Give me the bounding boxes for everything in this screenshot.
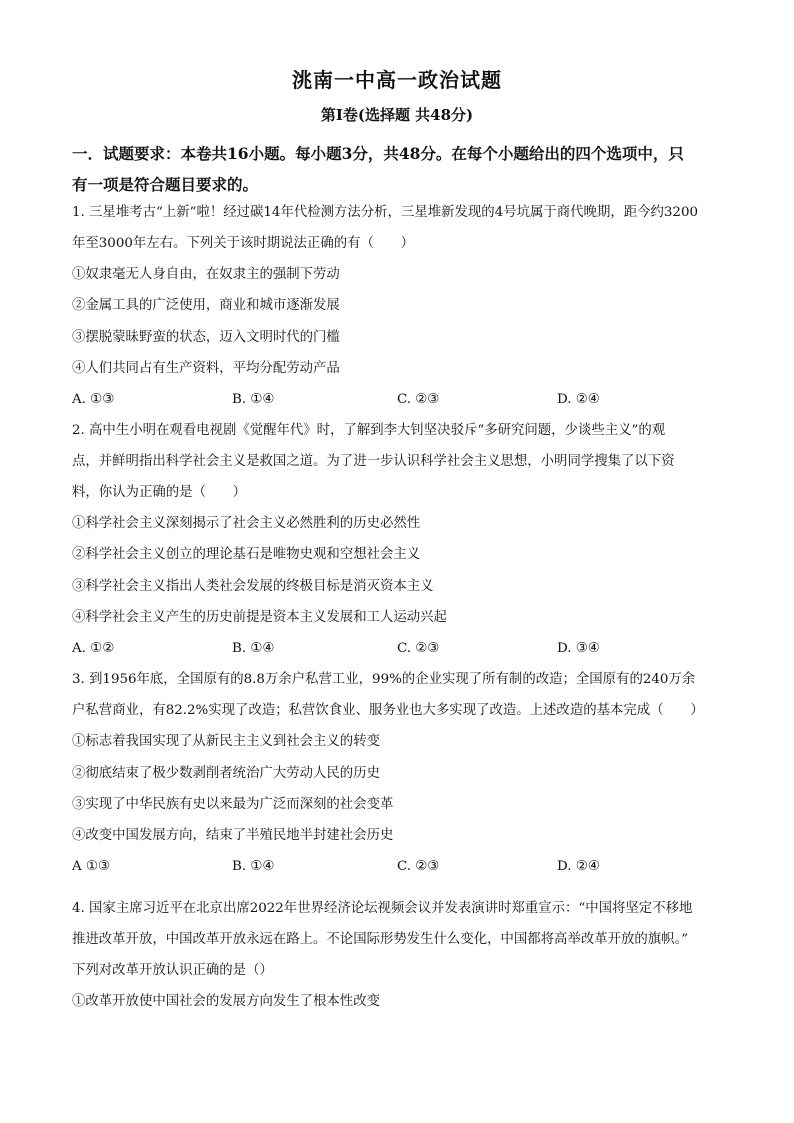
answer-option-d: D. ③④ — [557, 641, 600, 656]
question-stem-line: 3. 到1956年底，全国原有的8.8万余户私营工业，99%的企业实现了所有制的改造；全国原有的240万余 — [72, 672, 696, 687]
answer-option-c: C. ②③ — [397, 392, 440, 407]
answer-option-b: B. ①④ — [232, 641, 275, 656]
answer-option-a: A ①③ — [72, 859, 110, 874]
question-stem-line: 年至3000年左右。下列关于该时期说法正确的有（ ） — [72, 236, 415, 251]
question-stem-line: 4. 国家主席习近平在北京出席2022年世界经济论坛视频会议并发表演讲时郑重宣示：“中国将坚定不移地 — [72, 901, 693, 916]
question-stem-line: 料，你认为正确的是（ ） — [72, 485, 247, 500]
statement-item: ④科学社会主义产生的历史前提是资本主义发展和工人运动兴起 — [72, 610, 447, 625]
answer-option-b: B. ①④ — [232, 392, 275, 407]
question-stem-line: 户私营商业，有82.2%实现了改造；私营饮食业、服务业也大多实现了改造。上述改造的基本完成（ ） — [72, 703, 704, 718]
statement-item: ①改革开放使中国社会的发展方向发生了根本性改变 — [72, 994, 380, 1009]
page-title: 洮南一中高一政治试题 — [292, 68, 502, 92]
question-stem-line: 2. 高中生小明在观看电视剧《觉醒年代》时，了解到李大钊坚决驳斥“多研究问题，少谈些主义”的观 — [72, 423, 666, 438]
statement-item: ④改变中国发展方向，结束了半殖民地半封建社会历史 — [72, 828, 394, 843]
question-stem-line: 推进改革开放，中国改革开放永远在路上。不论国际形势发生什么变化，中国都将高举改革开放的旗帜。” — [72, 932, 689, 947]
statement-item: ①科学社会主义深刻揭示了社会主义必然胜利的历史必然性 — [72, 516, 421, 531]
answer-option-c: C. ②③ — [397, 859, 440, 874]
answer-option-d: D. ②④ — [557, 859, 600, 874]
answer-option-a: A. ①③ — [72, 392, 115, 407]
statement-item: ②彻底结束了极少数剥削者统治广大劳动人民的历史 — [72, 766, 380, 781]
answer-option-b: B. ①④ — [232, 859, 275, 874]
statement-item: ②金属工具的广泛使用，商业和城市逐渐发展 — [72, 298, 340, 313]
statement-item: ③实现了中华民族有史以来最为广泛而深刻的社会变革 — [72, 797, 394, 812]
question-stem-line: 点，并鲜明指出科学社会主义是救国之道。为了进一步认识科学社会主义思想，小明同学搜集了以下资 — [72, 454, 675, 469]
statement-item: ③科学社会主义指出人类社会发展的终极目标是消灭资本主义 — [72, 579, 434, 594]
question-stem-line: 下列对改革开放认识正确的是（） — [72, 963, 273, 978]
section-instructions — [72, 138, 732, 200]
statement-item: ②科学社会主义创立的理论基石是唯物史观和空想社会主义 — [72, 547, 421, 562]
statement-item: ①奴隶毫无人身自由，在奴隶主的强制下劳动 — [72, 267, 340, 282]
instructions-line-1: 一．试题要求：本卷共16小题。每小题3分，共48分。在每个小题给出的四个选项中，只 — [72, 144, 684, 163]
statement-item: ④人们共同占有生产资料，平均分配劳动产品 — [72, 361, 340, 376]
answer-option-c: C. ②③ — [397, 641, 440, 656]
question-stem-line: 1. 三星堆考古“上新”啦！经过碳14年代检测方法分析，三星堆新发现的4号坑属于商代晚期，距今约3200 — [72, 205, 698, 220]
answer-option-a: A. ①② — [72, 641, 115, 656]
section-subtitle: 第Ⅰ卷(选择题 共48分) — [320, 106, 474, 124]
statement-item: ①标志着我国实现了从新民主主义到社会主义的转变 — [72, 734, 380, 749]
instructions-line-2: 有一项是符合题目要求的。 — [72, 175, 259, 194]
statement-item: ③摆脱蒙昧野蛮的状态，迈入文明时代的门槛 — [72, 330, 340, 345]
answer-option-d: D. ②④ — [557, 392, 600, 407]
